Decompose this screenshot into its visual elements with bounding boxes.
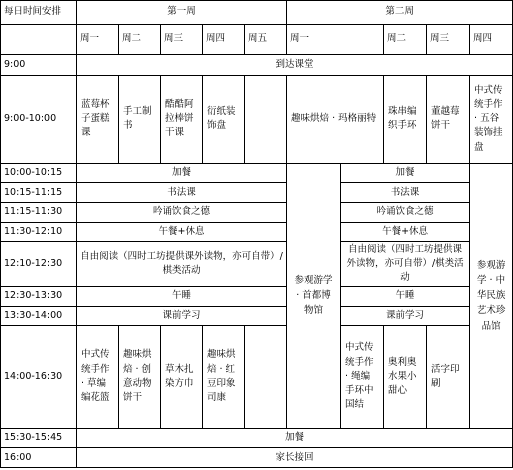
blank-cell [1, 24, 77, 54]
row-reading [1, 242, 513, 287]
week2-day-mon: 周一 [287, 24, 384, 54]
snack-cell: 加餐 [341, 163, 470, 183]
poetry-cell: 吟诵饮食之德 [341, 202, 470, 222]
row-study [1, 306, 513, 326]
calligraphy-cell: 书法课 [77, 183, 287, 203]
empty-cell [245, 326, 287, 429]
row-snack1 [1, 163, 513, 183]
pickup-cell: 家长接回 [77, 448, 513, 468]
nap-cell: 午睡 [341, 287, 470, 307]
time-cell: 16:00 [1, 448, 77, 468]
nap-cell: 午睡 [77, 287, 287, 307]
time-cell: 10:00-10:15 [1, 163, 77, 183]
activity-cell: 蓝莓杯子蛋糕课 [77, 75, 119, 163]
row-nap [1, 287, 513, 307]
time-cell: 12:10-12:30 [1, 242, 77, 287]
week1-day-wed: 周三 [161, 24, 203, 54]
activity-cell: 趣味烘焙 · 玛格丽特 [287, 75, 384, 163]
activity-cell: 中式传统手作 · 草编编花篮 [77, 326, 119, 429]
study-cell: 课前学习 [341, 306, 470, 326]
snack-cell: 加餐 [77, 428, 513, 448]
header-row-weeks [1, 1, 513, 25]
activity-cell: 手工制书 [119, 75, 161, 163]
week1-day-tue: 周二 [119, 24, 161, 54]
empty-cell [245, 75, 287, 163]
row-arrive [1, 54, 513, 75]
activity-cell: 衍纸装饰盘 [203, 75, 245, 163]
time-cell: 11:30-12:10 [1, 222, 77, 242]
activity-cell: 珠串编织手环 [384, 75, 427, 163]
row-snack2 [1, 428, 513, 448]
activity-cell: 中式传统手作 · 绳编手环中国结 [341, 326, 384, 429]
lunch-cell: 午餐+休息 [341, 222, 470, 242]
activity-cell: 董越莓饼干 [427, 75, 470, 163]
study-cell: 课前学习 [77, 306, 287, 326]
row-lunch [1, 222, 513, 242]
visit-cell-week1: 参观游学 · 首都博物馆 [287, 163, 341, 428]
poetry-cell: 吟诵饮食之德 [77, 202, 287, 222]
row-calligraphy [1, 183, 513, 203]
row-poetry [1, 202, 513, 222]
visit-cell-week2: 参观游学 · 中华民族艺术珍品馆 [470, 163, 513, 428]
week1-header: 第一周 [77, 1, 287, 25]
time-cell: 9:00-10:00 [1, 75, 77, 163]
activity-cell: 酷酷阿拉棒饼干课 [161, 75, 203, 163]
activity-cell: 奥利奥水果小甜心 [384, 326, 427, 429]
time-cell: 12:30-13:30 [1, 287, 77, 307]
lunch-cell: 午餐+休息 [77, 222, 287, 242]
row-pickup [1, 448, 513, 468]
snack-cell: 加餐 [77, 163, 287, 183]
time-cell: 13:30-14:00 [1, 306, 77, 326]
activity-cell: 中式传统手作 · 五谷装饰挂盘 [470, 75, 513, 163]
week2-day-thu: 周四 [470, 24, 513, 54]
week2-day-wed: 周三 [427, 24, 470, 54]
row-morning [1, 75, 513, 163]
time-cell: 10:15-11:15 [1, 183, 77, 203]
week2-header: 第二周 [287, 1, 513, 25]
time-cell: 15:30-15:45 [1, 428, 77, 448]
time-cell: 14:00-16:30 [1, 326, 77, 429]
activity-cell: 活字印刷 [427, 326, 470, 429]
activity-cell: 趣味烘焙 · 红豆印象司康 [203, 326, 245, 429]
header-row-days [1, 24, 513, 54]
week1-day-mon: 周一 [77, 24, 119, 54]
row-afternoon [1, 326, 513, 429]
week1-day-thu: 周四 [203, 24, 245, 54]
reading-cell: 自由阅读（四时工坊提供课外读物，亦可自带）/棋类活动 [341, 242, 470, 287]
reading-cell: 自由阅读（四时工坊提供课外读物，亦可自带）/棋类活动 [77, 242, 287, 287]
arrive-cell: 到达课堂 [77, 54, 513, 75]
week2-day-tue: 周二 [384, 24, 427, 54]
calligraphy-cell: 书法课 [341, 183, 470, 203]
activity-cell: 趣味烘焙 · 创意动物饼干 [119, 326, 161, 429]
time-cell: 11:15-11:30 [1, 202, 77, 222]
corner-label: 每日时间安排 [1, 1, 77, 25]
time-cell: 9:00 [1, 54, 77, 75]
week1-day-fri: 周五 [245, 24, 287, 54]
activity-cell: 草木扎染方巾 [161, 326, 203, 429]
